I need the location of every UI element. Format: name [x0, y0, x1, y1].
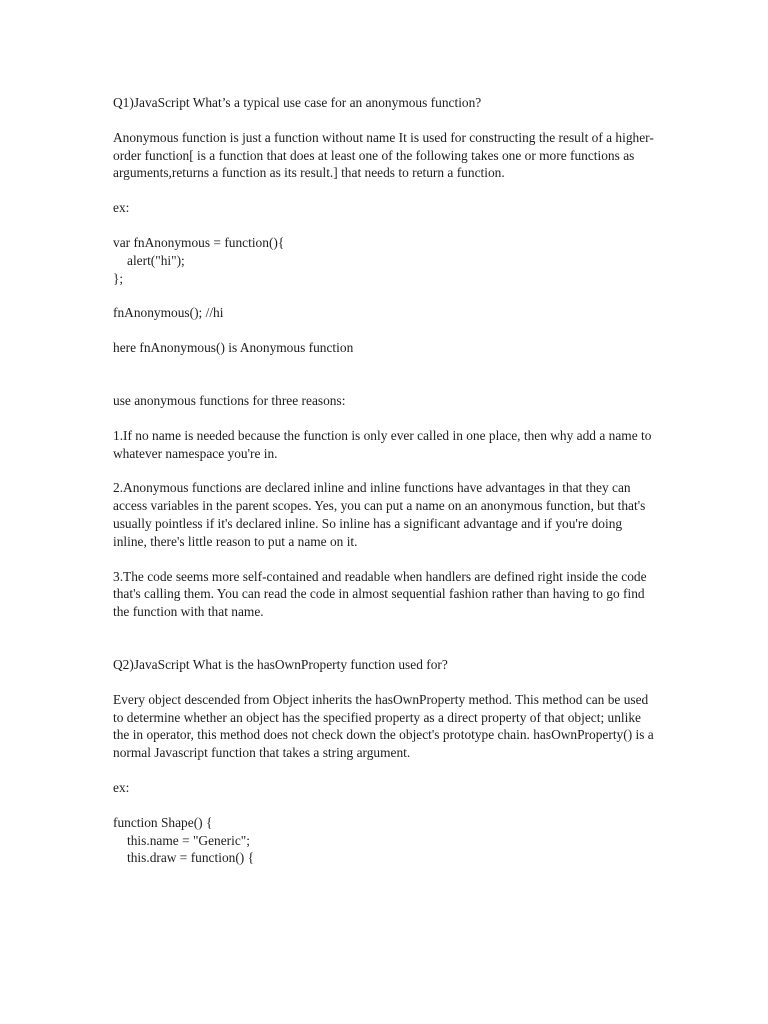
q2-code-block [113, 814, 658, 867]
document-page [113, 94, 658, 867]
q1-code-line: }; [113, 270, 124, 286]
q1-code-line: var fnAnonymous = function(){ [113, 234, 285, 250]
q1-ex-label: ex: [113, 200, 130, 216]
q1-reasons-intro: use anonymous functions for three reasons: [113, 392, 346, 408]
q1-reason-3: 3.The code seems more self-contained and readable when handlers are defined right inside the code that's calling them. You can read the code in almost sequential fashion rather than having to go find the function with that name. [113, 568, 650, 620]
q1-reason-1: 1.If no name is needed because the function is only ever called in one place, then why add a name to whatever namespace you're in. [113, 427, 655, 461]
q2-code-line: this.name = "Generic"; [127, 832, 250, 848]
q2-code-line: this.draw = function() { [127, 850, 255, 866]
q2-question: Q2)JavaScript What is the hasOwnProperty function used for? [113, 656, 448, 672]
q1-answer: Anonymous function is just a function without name It is used for constructing the result of a higher-order function[ is a function that does at least one of the following takes one or more functions as arguments,returns a function as its result.] that needs to return a function. [113, 129, 654, 181]
q1-call: fnAnonymous(); //hi [113, 305, 224, 321]
q1-question: Q1)JavaScript What’s a typical use case for an anonymous function? [113, 95, 482, 110]
q1-code-line: alert("hi"); [127, 252, 185, 268]
q1-code-block [113, 234, 658, 287]
q2-code-line: function Shape() { [113, 814, 213, 830]
q2-ex-label: ex: [113, 779, 130, 795]
q1-reason-2: 2.Anonymous functions are declared inline and inline functions have advantages in that they can access variables in the parent scopes. Yes, you can put a name on an anonymous function, but that's usually pointless if it's declared inline. So inline has a significant advantage and if you're doing inline, there's little reason to put a name on it. [113, 480, 649, 549]
q2-answer: Every object descended from Object inherits the hasOwnProperty method. This method can be used to determine whether an object has the specified property as a direct property of that object; unlike the in operator, this method does not check down the object's prototype chain. hasOwnProperty() is a normal Javascript function that takes a string argument. [113, 691, 658, 761]
q1-note: here fnAnonymous() is Anonymous function [113, 340, 354, 356]
